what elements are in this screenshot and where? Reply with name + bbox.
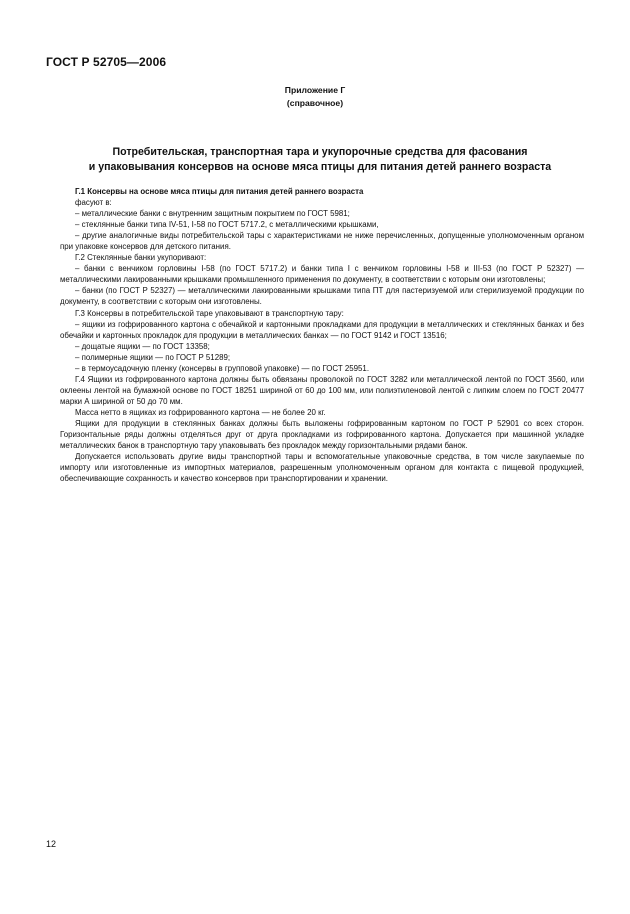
body-text [60,186,584,484]
section-g1-item: – другие аналогичные виды потребительской тары с характеристиками не ниже перечисленных, допущенные уполномоченным органом при упаковке консервов для детского питания. [60,231,584,252]
section-g3-item: – полимерные ящики — по ГОСТ Р 51289; [75,352,231,362]
document-number-header: ГОСТ Р 52705—2006 [46,55,167,69]
appendix-note: (справочное) [286,98,344,108]
section-g2-heading: Г.2 Стеклянные банки укупоривают: [75,253,207,263]
section-g1-subheading: фасуют в: [75,198,112,208]
section-g1-heading: Г.1 Консервы на основе мяса птицы для питания детей раннего возраста [75,187,364,196]
section-g4-paragraph: Г.4 Ящики из гофрированного картона должны быть обвязаны проволокой по ГОСТ 3282 или металлической лентой по ГОСТ 3560, или оклеены лентой на бумажной основе по ГОСТ 18251 шириной от 60 до 100 мм, или полиэтиленовой лентой с липким слоем по ГОСТ 20477 марки А шириной от 50 до 70 мм. [60,374,584,406]
appendix-label: Приложение Г [284,85,346,95]
section-g1-item: – металлические банки с внутренним защитным покрытием по ГОСТ 5981; [75,209,350,219]
section-g3-heading: Г.3 Консервы в потребительской таре упаковывают в транспортную тару: [75,308,344,318]
section-g3-item: – в термоусадочную пленку (консервы в групповой упаковке) — по ГОСТ 25951. [75,363,370,373]
section-g3-item: – ящики из гофрированного картона с обечайкой и картонными прокладками для продукции в металлических и стеклянных банках и без обечайки и картонных прокладок для продукции в металлических банках — по ГОСТ 9142 и ГОСТ 13516; [60,319,584,340]
other-packaging-paragraph: Допускается использовать другие виды транспортной тары и вспомогательные упаковочные средства, в том числе закупаемые по импорту или изготовленные из импортных материалов, разрешенным уполномоченным органом для контакта с пищевой продукцией, обеспечивающие сохранность и качество консервов при транспортировании и хранении. [60,452,584,484]
appendix-heading [0,84,630,110]
page-number: 12 [46,839,57,849]
section-g2-item: – банки с венчиком горловины I-58 (по ГОСТ 5717.2) и банки типа I с венчиком горловины I-58 и III-53 (по ГОСТ Р 52327) — металлическими лакированными крышками промышленного применения по документу, в соответствии с которым они изготовлены; [60,264,584,285]
net-weight-paragraph: Масса нетто в ящиках из гофрированного картона — не более 20 кг. [75,407,326,417]
section-g1-item: – стеклянные банки типа IV-51, I-58 по ГОСТ 5717.2, с металлическими крышками, [75,220,379,230]
title-line-2: и упаковывания консервов на основе мяса птицы для питания детей раннего возраста [88,161,552,173]
section-g2-item: – банки (по ГОСТ Р 52327) — металлическими лакированными крышками типа ПТ для пастеризуемой или стерилизуемой продукции по документу, в соответствии с которым они изготовлены. [60,286,584,307]
appendix-title [40,145,600,175]
glass-jar-boxes-paragraph: Ящики для продукции в стеклянных банках должны быть выложены гофрированным картоном по ГОСТ Р 52901 со всех сторон. Горизонтальные ряды должны отделяться друг от друга прокладками из гофрированного картона. Допускается при машинной укладке металлических банок в транспортную тару упаковывать без прокладок между горизонтальными рядами банок. [60,418,584,451]
title-line-1: Потребительская, транспортная тара и укупорочные средства для фасования [112,146,528,158]
section-g3-item: – дощатые ящики — по ГОСТ 13358; [75,341,210,351]
